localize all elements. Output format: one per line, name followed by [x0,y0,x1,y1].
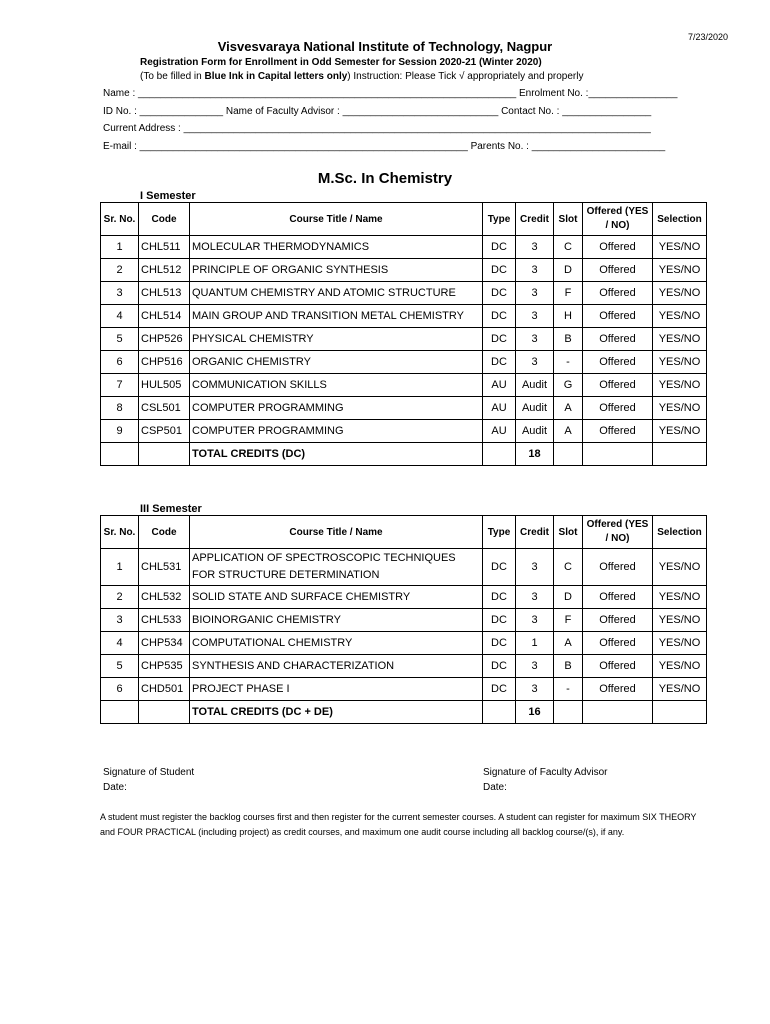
course-selection[interactable]: YES/NO [653,282,707,305]
course-code: CHP516 [139,351,190,374]
instruction-line [140,71,583,82]
table-row [101,351,707,374]
course-title: SYNTHESIS AND CHARACTERIZATION [190,655,483,678]
course-sr: 6 [101,678,139,701]
course-slot: - [554,351,583,374]
course-code: CHL513 [139,282,190,305]
course-type: AU [483,374,516,397]
course-sr: 3 [101,282,139,305]
header-code: Code [139,516,190,549]
total-label: TOTAL CREDITS (DC) [190,443,483,466]
course-type: DC [483,282,516,305]
table-row [101,236,707,259]
course-slot: - [554,678,583,701]
course-code: CSP501 [139,420,190,443]
address-field[interactable]: Current Address : ____________________________________________________________________________________ [103,123,651,134]
course-offered: Offered [583,328,653,351]
course-selection[interactable]: YES/NO [653,236,707,259]
course-selection[interactable]: YES/NO [653,328,707,351]
course-credit: 3 [516,236,554,259]
semester-3-label: III Semester [140,503,202,515]
course-credit: Audit [516,397,554,420]
total-value: 18 [516,443,554,466]
student-signature-label: Signature of Student [103,767,195,778]
header-credit: Credit [516,203,554,236]
header-slot: Slot [554,203,583,236]
course-slot: F [554,282,583,305]
course-offered: Offered [583,282,653,305]
course-offered: Offered [583,397,653,420]
course-sr: 8 [101,397,139,420]
course-selection[interactable]: YES/NO [653,397,707,420]
course-offered: Offered [583,305,653,328]
course-title: ORGANIC CHEMISTRY [190,351,483,374]
print-date: 7/23/2020 [687,32,728,42]
instruction-bold: Blue Ink in Capital letters only [204,71,348,82]
course-selection[interactable]: YES/NO [653,374,707,397]
course-offered: Offered [583,586,653,609]
course-code: CHL514 [139,305,190,328]
course-sr: 9 [101,420,139,443]
table-row [101,305,707,328]
table-row [101,374,707,397]
course-offered: Offered [583,549,653,586]
header-title: Course Title / Name [190,203,483,236]
student-signature-block [103,765,194,795]
course-offered: Offered [583,420,653,443]
course-title: COMPUTER PROGRAMMING [190,397,483,420]
header-sr: Sr. No. [101,516,139,549]
course-selection[interactable]: YES/NO [653,655,707,678]
course-code: CSL501 [139,397,190,420]
table-row [101,259,707,282]
total-row [101,701,707,724]
course-slot: C [554,549,583,586]
course-selection[interactable]: YES/NO [653,305,707,328]
course-title: PROJECT PHASE I [190,678,483,701]
course-type: DC [483,351,516,374]
course-sr: 4 [101,305,139,328]
course-slot: A [554,632,583,655]
course-sr: 2 [101,586,139,609]
header-code: Code [139,203,190,236]
table-row [101,549,707,586]
course-credit: Audit [516,374,554,397]
course-credit: 3 [516,655,554,678]
semester-3-table [100,515,707,724]
course-type: DC [483,586,516,609]
course-type: AU [483,420,516,443]
semester-1-label: I Semester [140,190,196,202]
table-header-row [101,516,707,549]
course-offered: Offered [583,351,653,374]
course-offered: Offered [583,655,653,678]
table-header-row [101,203,707,236]
course-slot: F [554,609,583,632]
course-sr: 1 [101,549,139,586]
course-slot: C [554,236,583,259]
course-credit: 3 [516,259,554,282]
course-slot: H [554,305,583,328]
instruction-prefix: (To be filled in [140,71,205,82]
course-selection[interactable]: YES/NO [653,632,707,655]
header-type: Type [483,516,516,549]
student-date-label: Date: [103,782,127,793]
course-title: PRINCIPLE OF ORGANIC SYNTHESIS [190,259,483,282]
course-sr: 6 [101,351,139,374]
course-title: COMPUTATIONAL CHEMISTRY [190,632,483,655]
program-title: M.Sc. In Chemistry [317,170,453,187]
course-sr: 5 [101,328,139,351]
header-offered: Offered (YES / NO) [583,203,653,236]
advisor-signature-block [483,765,608,795]
course-title: MOLECULAR THERMODYNAMICS [190,236,483,259]
table-row [101,282,707,305]
header-selection: Selection [653,203,707,236]
table-row [101,420,707,443]
table-row [101,397,707,420]
course-title: SOLID STATE AND SURFACE CHEMISTRY [190,586,483,609]
course-slot: D [554,586,583,609]
email-field[interactable]: E-mail : ___________________________________________________________ Parents No. : ________________________ [103,141,666,152]
course-code: HUL505 [139,374,190,397]
table-row [101,655,707,678]
course-sr: 2 [101,259,139,282]
course-selection[interactable]: YES/NO [653,351,707,374]
header-offered: Offered (YES / NO) [583,516,653,549]
table-row [101,609,707,632]
course-offered: Offered [583,632,653,655]
table-row [101,328,707,351]
course-code: CHL531 [139,549,190,586]
course-credit: 3 [516,678,554,701]
course-type: DC [483,305,516,328]
institute-name: Visvesvaraya National Institute of Technology, Nagpur [217,39,553,54]
course-credit: 3 [516,305,554,328]
course-slot: D [554,259,583,282]
course-type: DC [483,655,516,678]
course-credit: 1 [516,632,554,655]
course-selection[interactable]: YES/NO [653,586,707,609]
name-field[interactable]: Name : ____________________________________________________________________ Enrolment No. :________________ [103,88,678,99]
course-selection[interactable]: YES/NO [653,549,707,586]
course-sr: 4 [101,632,139,655]
total-value: 16 [516,701,554,724]
course-offered: Offered [583,678,653,701]
course-credit: 3 [516,609,554,632]
header-credit: Credit [516,516,554,549]
registration-line: Registration Form for Enrollment in Odd Semester for Session 2020-21 (Winter 2020) [140,57,542,68]
total-label: TOTAL CREDITS (DC + DE) [190,701,483,724]
course-sr: 7 [101,374,139,397]
course-selection[interactable]: YES/NO [653,259,707,282]
course-slot: B [554,655,583,678]
course-credit: 3 [516,328,554,351]
course-title: COMMUNICATION SKILLS [190,374,483,397]
course-credit: 3 [516,549,554,586]
course-offered: Offered [583,374,653,397]
course-selection[interactable]: YES/NO [653,678,707,701]
course-sr: 3 [101,609,139,632]
course-sr: 1 [101,236,139,259]
course-type: DC [483,678,516,701]
course-code: CHD501 [139,678,190,701]
header-type: Type [483,203,516,236]
course-type: DC [483,549,516,586]
course-title: COMPUTER PROGRAMMING [190,420,483,443]
course-code: CHL532 [139,586,190,609]
course-code: CHL511 [139,236,190,259]
course-type: DC [483,328,516,351]
course-code: CHP535 [139,655,190,678]
course-credit: 3 [516,282,554,305]
course-code: CHL512 [139,259,190,282]
table-row [101,586,707,609]
table-row [101,678,707,701]
advisor-date-label: Date: [483,782,507,793]
header-sr: Sr. No. [101,203,139,236]
header-slot: Slot [554,516,583,549]
table-row [101,632,707,655]
course-slot: A [554,420,583,443]
course-type: AU [483,397,516,420]
course-type: DC [483,609,516,632]
course-offered: Offered [583,259,653,282]
course-code: CHL533 [139,609,190,632]
course-slot: G [554,374,583,397]
course-offered: Offered [583,236,653,259]
course-title: QUANTUM CHEMISTRY AND ATOMIC STRUCTURE [190,282,483,305]
course-selection[interactable]: YES/NO [653,420,707,443]
semester-1-table [100,202,707,466]
advisor-signature-label: Signature of Faculty Advisor [483,767,608,778]
course-code: CHP526 [139,328,190,351]
course-type: DC [483,236,516,259]
course-credit: 3 [516,351,554,374]
course-title: PHYSICAL CHEMISTRY [190,328,483,351]
course-slot: B [554,328,583,351]
course-sr: 5 [101,655,139,678]
course-credit: 3 [516,586,554,609]
course-title: BIOINORGANIC CHEMISTRY [190,609,483,632]
course-credit: Audit [516,420,554,443]
header-title: Course Title / Name [190,516,483,549]
course-type: DC [483,259,516,282]
instruction-suffix: ) Instruction: Please Tick √ appropriately and properly [347,71,584,82]
course-title: APPLICATION OF SPECTROSCOPIC TECHNIQUES FOR STRUCTURE DETERMINATION [190,549,483,586]
course-type: DC [483,632,516,655]
course-offered: Offered [583,609,653,632]
course-slot: A [554,397,583,420]
header-selection: Selection [653,516,707,549]
course-code: CHP534 [139,632,190,655]
course-selection[interactable]: YES/NO [653,609,707,632]
course-title: MAIN GROUP AND TRANSITION METAL CHEMISTRY [190,305,483,328]
id-field[interactable]: ID No. : _______________ Name of Faculty Advisor : ____________________________ Contact No. : ________________ [103,106,652,117]
registration-note: A student must register the backlog courses first and then register for the current semester courses. A student can register for maximum SIX THEORY and FOUR PRACTICAL (including project) as credit courses, and maximum one audit course including all backlog course/(s), if any. [100,812,697,837]
total-row [101,443,707,466]
